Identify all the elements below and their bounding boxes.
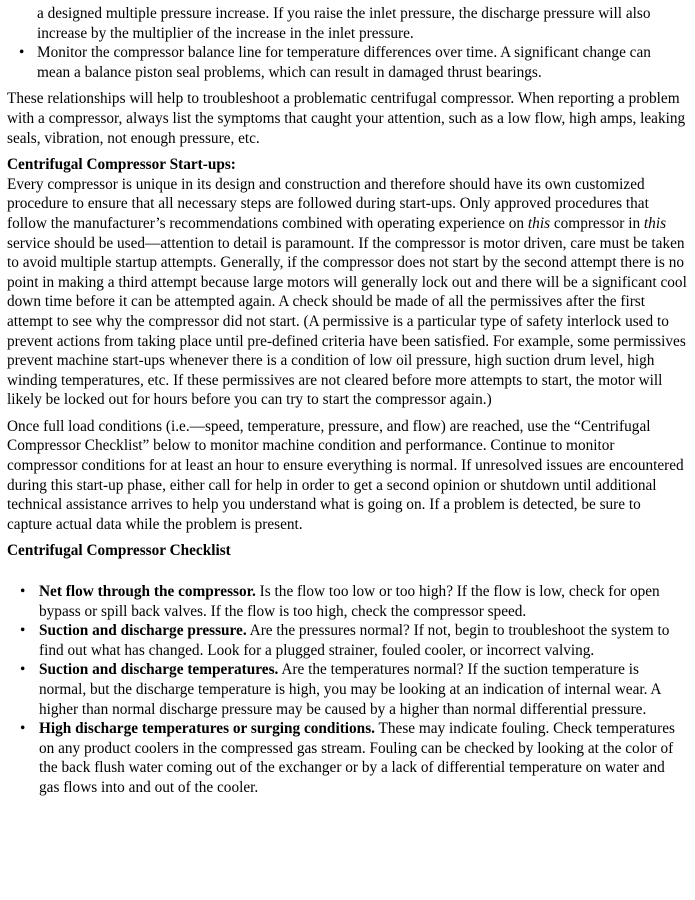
full-load-paragraph: Once full load conditions (i.e.—speed, temperature, pressure, and flow) are reached, use the “Centrifugal Compressor Checklist” below to monitor machine condition and performance. Continue to monitor compressor conditions for at least an hour to ensure everything is normal. If unresolved issues are encountered during this start-up phase, either call for help in order to get a second opinion or shutdown until additional technical assistance arrives to help you understand what is going on. If a problem is detected, be sure to capture actual data while the problem is present. xyxy=(7,417,684,533)
relationships-paragraph: These relationships will help to troubleshoot a problematic centrifugal compressor. When reporting a problem with a compressor, always list the symptoms that caught your attention, such as a low flow, high amps, leaking seals, vibration, not enough pressure, etc. xyxy=(7,90,686,147)
list-item xyxy=(7,43,687,82)
startups-paragraph xyxy=(7,175,687,410)
bullet-icon: • xyxy=(20,661,26,679)
italic-this-2: this xyxy=(643,214,667,232)
checklist-item-text: Are the temperatures normal? If the suction temperature is normal, but the discharge temperature is high, you may be looking at an indication of internal wear. A higher than normal discharge pressure may be caused by a higher than normal differential pressure. xyxy=(39,661,661,718)
checklist-item-title: Suction and discharge pressure. xyxy=(39,622,247,640)
balance-line-text: Monitor the compressor balance line for temperature differences over time. A significant change can mean a balance piston seal problems, which can result in damaged thrust bearings. xyxy=(37,44,651,81)
checklist-item-text: Is the flow too low or too high? If the flow is low, check for open bypass or spill back valves. If the flow is too high, check the compressor speed. xyxy=(39,583,660,620)
list-item xyxy=(7,660,687,719)
bullet-icon: • xyxy=(19,44,25,62)
list-item xyxy=(7,621,687,660)
checklist-item-text: Are the pressures normal? If not, begin to troubleshoot the system to find out what has changed. Look for a plugged strainer, fouled cooler, or incorrect valving. xyxy=(39,622,670,659)
startups-heading: Centrifugal Compressor Start-ups: xyxy=(7,156,236,174)
startups-text-2: compressor in xyxy=(550,214,644,232)
checklist-item-title: High discharge temperatures or surging conditions. xyxy=(39,720,375,738)
top-bullet-list xyxy=(7,43,687,82)
bullet-icon: • xyxy=(20,583,26,601)
italic-this-1: this xyxy=(527,214,551,232)
list-item xyxy=(7,719,687,797)
startups-text-3: service should be used—attention to detail is paramount. If the compressor is motor driven, care must be taken to avoid multiple startup attempts. Generally, if the compressor does not start by the second attempt there is no point in making a third attempt because large motors will generally lock out and there will be a significant cool down time before it can be attempted again. A check should be made of all the permissives after the first attempt to see why the compressor did not start. (A permissive is a particular type of safety interlock used to prevent actions from taking place until pre-defined criteria have been satisfied. For example, some permissives prevent machine start-ups whenever there is a condition of low oil pressure, high suction drum level, high winding temperatures, etc. If these permissives are not cleared before more attempts to start, the motor will likely be locked out for hours before you can try to start the compressor again.) xyxy=(7,234,687,409)
continued-bullet-text: a designed multiple pressure increase. If you raise the inlet pressure, the discharge pressure will also increase by the multiplier of the increase in the inlet pressure. xyxy=(37,5,651,42)
bullet-icon: • xyxy=(20,720,26,738)
list-item xyxy=(7,582,687,621)
bullet-icon: • xyxy=(20,622,26,640)
checklist-item-title: Net flow through the compressor. xyxy=(39,583,256,601)
startups-text-1: Every compressor is unique in its design and construction and therefore should have its own customized procedure to ensure that all necessary steps are followed during start-ups. Only approved procedures that follow the manufacturer’s recommendations combined with operating experience on xyxy=(7,175,649,232)
checklist-heading: Centrifugal Compressor Checklist xyxy=(7,542,231,560)
checklist-list xyxy=(7,582,687,798)
checklist-item-title: Suction and discharge temperatures. xyxy=(39,661,279,679)
checklist-item-text: These may indicate fouling. Check temperatures on any product coolers in the compressed gas stream. Fouling can be checked by looking at the color of the back flush water coming out of the exchanger or by a lack of differential temperature on water and gas flows into and out of the cooler. xyxy=(39,720,676,796)
